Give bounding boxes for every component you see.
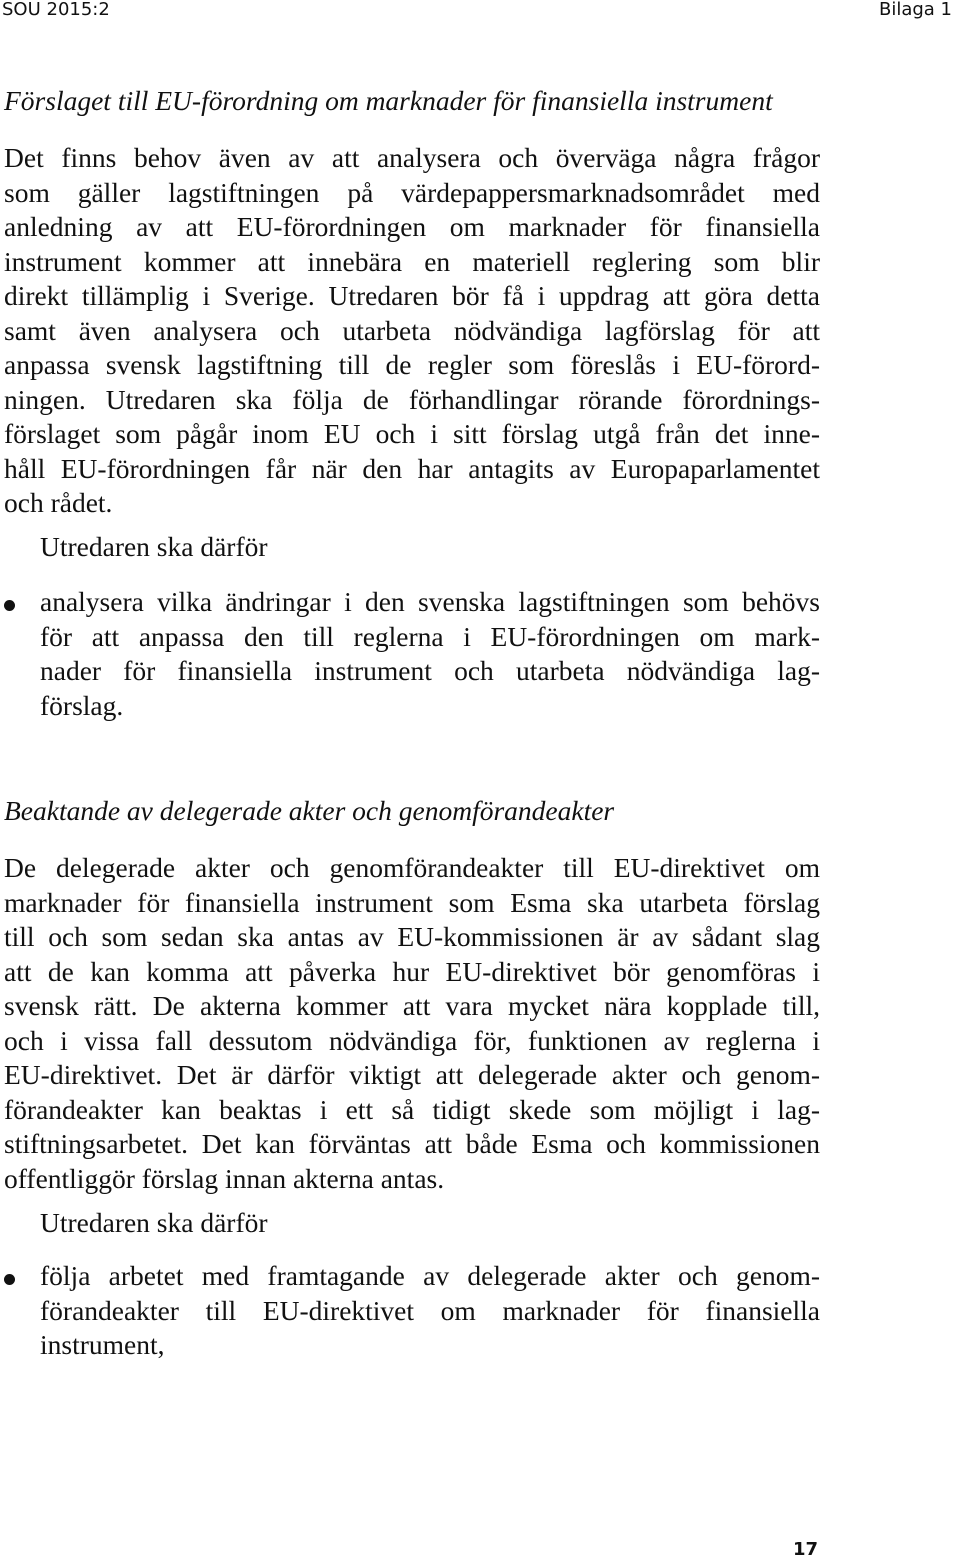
- section-heading: Beaktande av delegerade akter och genomförandeakter: [4, 795, 615, 826]
- paragraph: [4, 141, 820, 521]
- appendix-label: Bilaga 1: [878, 0, 952, 20]
- lead-in: Utredaren ska därför: [40, 531, 268, 562]
- text-line: offentliggör förslag innan akterna antas.: [4, 1162, 445, 1194]
- text-line: instrument kommer att innebära en materiell reglering som blir: [4, 245, 820, 277]
- text-line: samt även analysera och utarbeta nödvändiga lagförslag för att: [4, 314, 820, 346]
- text-line: anledning av att EU-förordningen om marknader för finansiella: [4, 211, 820, 242]
- text-line: och i vissa fall dessutom nödvändiga för, funktionen av reglerna i: [4, 1024, 820, 1056]
- text-line: svensk rätt. De akterna kommer att vara mycket nära kopplade till,: [4, 990, 820, 1021]
- lead-in: Utredaren ska därför: [40, 1207, 268, 1238]
- text-line: som gäller lagstiftningen på värdepappersmarknadsområdet med: [4, 176, 820, 208]
- page-number: 17: [792, 1539, 818, 1560]
- document-id: SOU 2015:2: [2, 0, 110, 20]
- text-line: direkt tillämplig i Sverige. Utredaren bör få i uppdrag att göra detta: [4, 280, 820, 311]
- text-line: håll EU-förordningen får när den har antagits av Europaparlamentet: [4, 452, 820, 484]
- text-line: marknader för finansiella instrument som Esma ska utarbeta förslag: [4, 886, 820, 918]
- text-line: förslag.: [40, 689, 124, 721]
- text-line: för att anpassa den till reglerna i EU-förordningen om mark-: [40, 620, 820, 652]
- text-line: nader för finansiella instrument och utarbeta nödvändiga lag-: [40, 655, 820, 686]
- text-line: stiftningsarbetet. Det kan förväntas att både Esma och kommissionen: [4, 1128, 820, 1159]
- text-line: förandeakter kan beaktas i ett så tidigt skede som möjligt i lag-: [4, 1093, 820, 1125]
- text-line: förslaget som pågår inom EU och i sitt förslag utgå från det inne-: [4, 418, 820, 449]
- text-line: Det finns behov även av att analysera och överväga några frågor: [4, 142, 820, 173]
- paragraph: [4, 851, 820, 1196]
- text-line: EU-direktivet. Det är därför viktigt att delegerade akter och genom-: [4, 1059, 820, 1090]
- text-line: att de kan komma att påverka hur EU-direktivet bör genomföras i: [4, 955, 820, 987]
- text-line: följa arbetet med framtagande av delegerade akter och genom-: [40, 1260, 820, 1291]
- list-item: [4, 585, 820, 723]
- text-line: förandeakter till EU-direktivet om marknader för finansiella: [40, 1294, 820, 1326]
- bullet-icon: [4, 600, 15, 611]
- text-line: till och som sedan ska antas av EU-kommissionen är av sådant slag: [4, 921, 820, 952]
- text-line: och rådet.: [4, 487, 113, 518]
- list-item: [4, 1259, 820, 1363]
- text-line: analysera vilka ändringar i den svenska lagstiftningen som behövs: [40, 586, 820, 617]
- text-line: anpassa svensk lagstiftning till de regler som föreslås i EU-förord-: [4, 349, 820, 380]
- bullet-icon: [4, 1274, 15, 1285]
- text-line: ningen. Utredaren ska följa de förhandlingar rörande förordnings-: [4, 383, 820, 415]
- section-heading: Förslaget till EU-förordning om marknader för finansiella instrument: [4, 85, 773, 116]
- text-line: De delegerade akter och genomförandeakter till EU-direktivet om: [4, 852, 820, 883]
- text-line: instrument,: [40, 1329, 165, 1360]
